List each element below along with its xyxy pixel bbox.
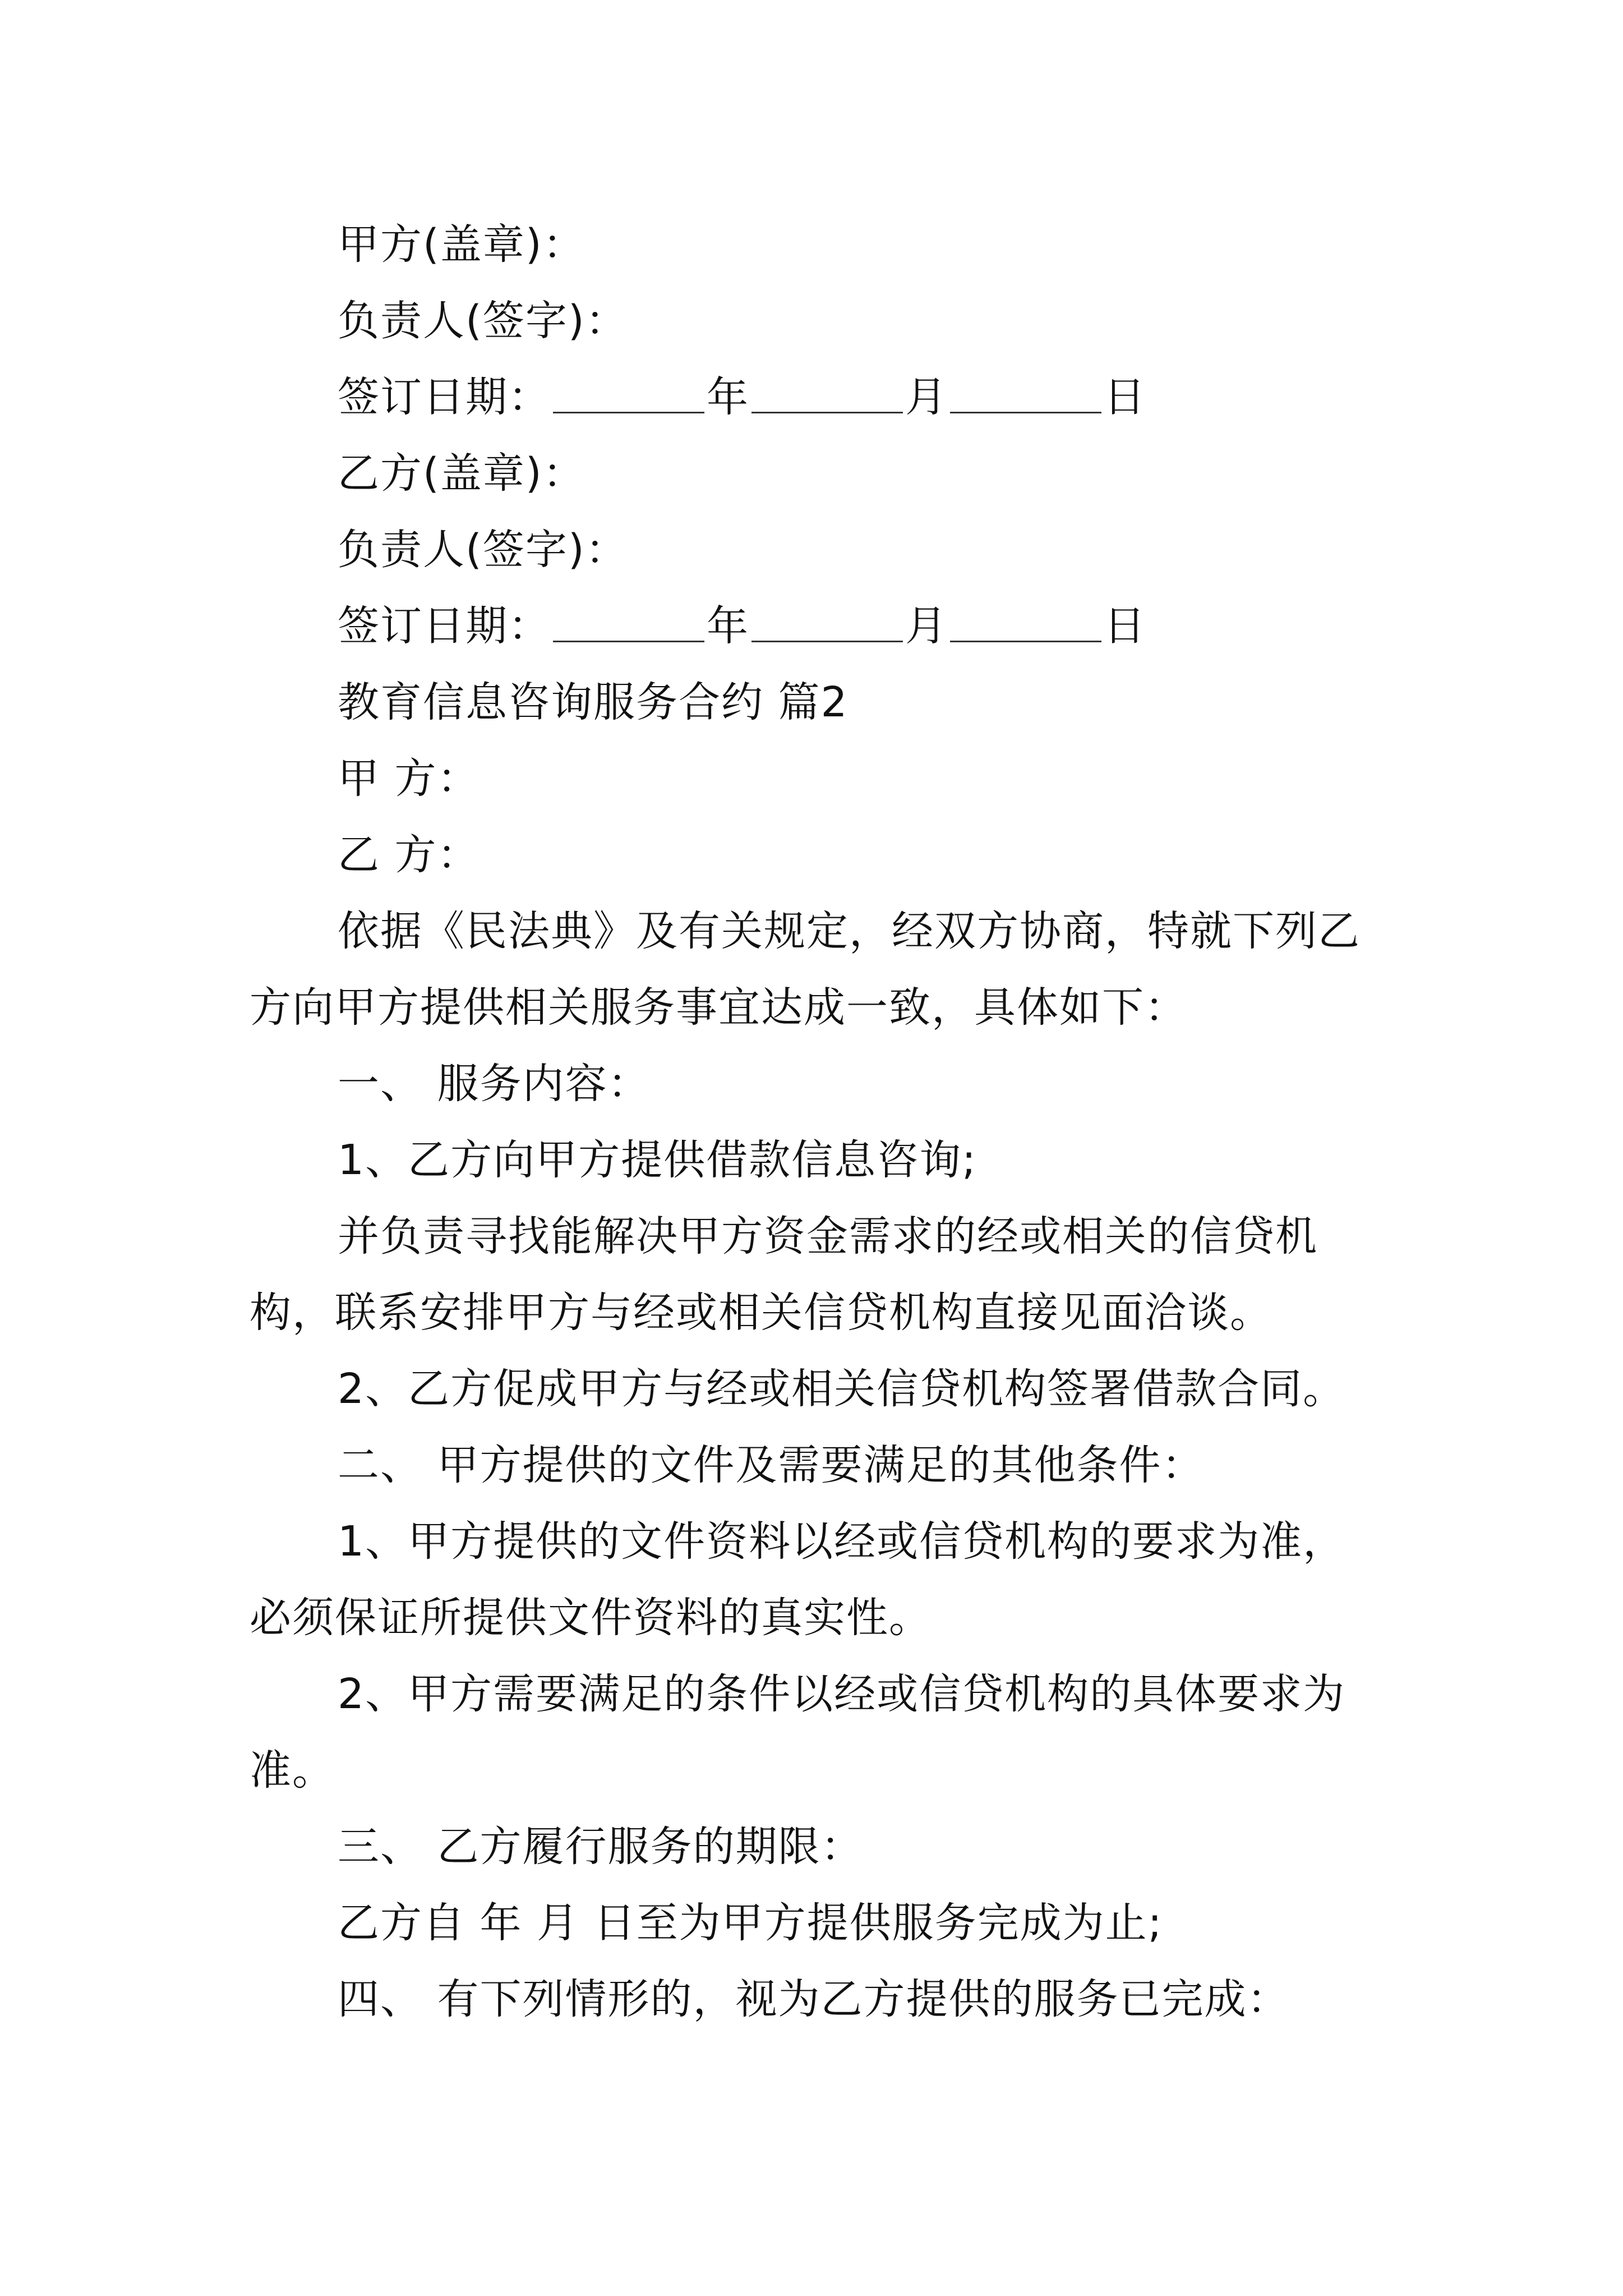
party-a-signer-line: 负责人(签字)： (338, 297, 628, 345)
clause-heading: 四、 有下列情形的，视为乙方提供的服务已完成： (338, 1975, 1290, 2023)
paragraph-line: 1、甲方提供的文件资料以经或信贷机构的要求为准， (338, 1517, 1346, 1566)
party-b-line: 乙 方： (338, 831, 480, 879)
day-label: 日 (1104, 373, 1146, 421)
paragraph-line: 方向甲方提供相关服务事宜达成一致，具体如下： (250, 983, 1187, 1032)
party-a-seal-line: 甲方(盖章)： (338, 220, 585, 269)
paragraph-line: 2、甲方需要满足的条件以经或信贷机构的具体要求为 (338, 1670, 1346, 1718)
paragraph-line: 构，联系安排甲方与经或相关信贷机构直接见面洽谈。 (250, 1289, 1272, 1337)
clause-heading: 二、 甲方提供的文件及需要满足的其他条件： (338, 1441, 1205, 1489)
month-blank (751, 601, 903, 642)
section-title: 教育信息咨询服务合约 篇2 (338, 678, 849, 726)
clause-heading: 三、 乙方履行服务的期限： (338, 1823, 864, 1871)
clause-heading: 一、 服务内容： (338, 1060, 651, 1108)
paragraph-line: 2、乙方促成甲方与经或相关信贷机构签署借款合同。 (338, 1365, 1346, 1413)
paragraph-line: 准。 (250, 1746, 335, 1795)
party-b-seal-line: 乙方(盖章)： (338, 449, 585, 498)
day-blank (950, 601, 1101, 642)
date-label: 签订日期： (338, 373, 551, 421)
paragraph-line: 必须保证所提供文件资料的真实性。 (250, 1594, 932, 1642)
year-blank (553, 601, 704, 642)
day-label: 日 (1104, 602, 1146, 650)
paragraph-line: 依据《民法典》及有关规定，经双方协商，特就下列乙 (338, 907, 1361, 955)
year-label: 年 (707, 602, 749, 650)
party-a-date-line (338, 370, 1146, 424)
date-label: 签订日期： (338, 602, 551, 650)
day-blank (950, 372, 1101, 413)
month-label: 月 (905, 373, 948, 421)
party-b-signer-line: 负责人(签字)： (338, 526, 628, 574)
paragraph-line: 1、乙方向甲方提供借款信息咨询; (338, 1136, 978, 1184)
party-b-date-line (338, 599, 1146, 653)
party-a-line: 甲 方： (338, 754, 480, 803)
paragraph-line: 并负责寻找能解决甲方资金需求的经或相关的信贷机 (338, 1212, 1318, 1260)
paragraph-line: 乙方自 年 月 日至为甲方提供服务完成为止; (338, 1899, 1163, 1947)
month-label: 月 (905, 602, 948, 650)
month-blank (751, 372, 903, 413)
year-label: 年 (707, 373, 749, 421)
year-blank (553, 372, 704, 413)
